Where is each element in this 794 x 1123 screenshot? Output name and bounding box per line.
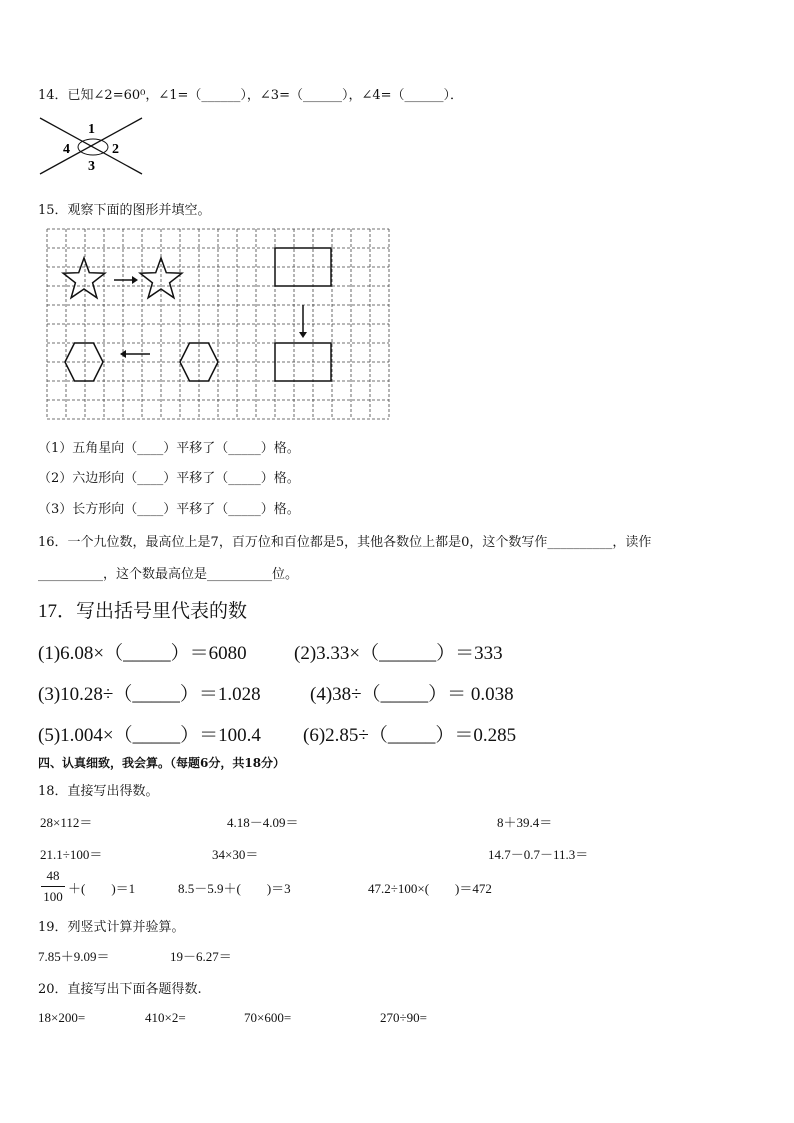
angle-label-4: 4 (63, 142, 70, 157)
q20-item-2: 410×2= (145, 1010, 186, 1025)
question-14-text: 14．已知∠2=60⁰，∠1=（______），∠3=（______），∠4=（______）． (38, 88, 464, 103)
angle-label-2: 2 (112, 142, 119, 157)
question-15-title: 15．观察下面的图形并填空。 (38, 203, 211, 218)
q20-item-1: 18×200= (38, 1010, 86, 1025)
q15-line-3: （3）长方形向（____）平移了（_____）格。 (38, 502, 300, 517)
dashed-grid (47, 229, 389, 419)
q17-item-2: (2)3.33×（______）＝333 (294, 643, 503, 664)
question-19-title: 19．列竖式计算并验算。 (38, 920, 185, 935)
q18-r3-c1: ＋( )＝1 (68, 881, 136, 896)
q18-r1-c2: 4.18－4.09＝ (227, 815, 299, 830)
question-20-title: 20．直接写出下面各题得数. (38, 982, 202, 997)
q17-item-1: (1)6.08×（_____）＝6080 (38, 643, 247, 664)
q18-r3-c3: 47.2÷100×( )＝472 (368, 881, 492, 896)
q20-item-4: 270÷90= (380, 1010, 427, 1025)
q17-item-4: (4)38÷（_____）＝ 0.038 (310, 684, 514, 705)
q17-item-5: (5)1.004×（_____）＝100.4 (38, 725, 261, 746)
q17-item-6: (6)2.85÷（_____）＝0.285 (303, 725, 517, 746)
q18-r3-c2: 8.5－5.9＋( )＝3 (178, 881, 291, 896)
star-original (63, 258, 105, 298)
arrow-down-head (299, 332, 307, 338)
angle-label-3: 3 (88, 159, 95, 174)
question-16-line-2: __________，这个数最高位是__________位。 (38, 567, 299, 582)
q20-item-3: 70×600= (244, 1010, 292, 1025)
section-4-heading: 四、认真细致，我会算。（每题6分，共18分） (38, 756, 286, 770)
question-18-title: 18．直接写出得数。 (38, 784, 159, 799)
q18-r1-c3: 8＋39.4＝ (497, 815, 553, 830)
translation-grid-figure (46, 228, 390, 422)
arrow-right-head (132, 276, 138, 284)
q18-r2-c1: 21.1÷100＝ (40, 847, 103, 862)
intersecting-lines-figure (38, 114, 148, 178)
q15-line-1: （1）五角星向（____）平移了（_____）格。 (38, 441, 300, 456)
question-17-title: 17．写出括号里代表的数 (38, 601, 248, 622)
q18-r2-c3: 14.7－0.7－11.3＝ (488, 847, 589, 862)
q17-item-3: (3)10.28÷（_____）＝1.028 (38, 684, 261, 705)
q19-item-1: 7.85＋9.09＝ (38, 949, 110, 964)
question-16-line-1: 16．一个九位数，最高位上是7，百万位和百位都是5，其他各数位上都是0，这个数写作__________，读作 (38, 535, 652, 550)
q18-r1-c1: 28×112＝ (40, 815, 93, 830)
q18-r2-c2: 34×30＝ (212, 847, 259, 862)
q18-fraction (38, 868, 68, 905)
q15-line-2: （2）六边形向（____）平移了（_____）格。 (38, 471, 300, 486)
angle-label-1: 1 (88, 122, 95, 137)
q19-item-2: 19－6.27＝ (170, 949, 232, 964)
fraction-bar (41, 886, 65, 887)
fraction-numerator: 48 (46, 868, 60, 883)
fraction-denominator: 100 (43, 889, 63, 904)
